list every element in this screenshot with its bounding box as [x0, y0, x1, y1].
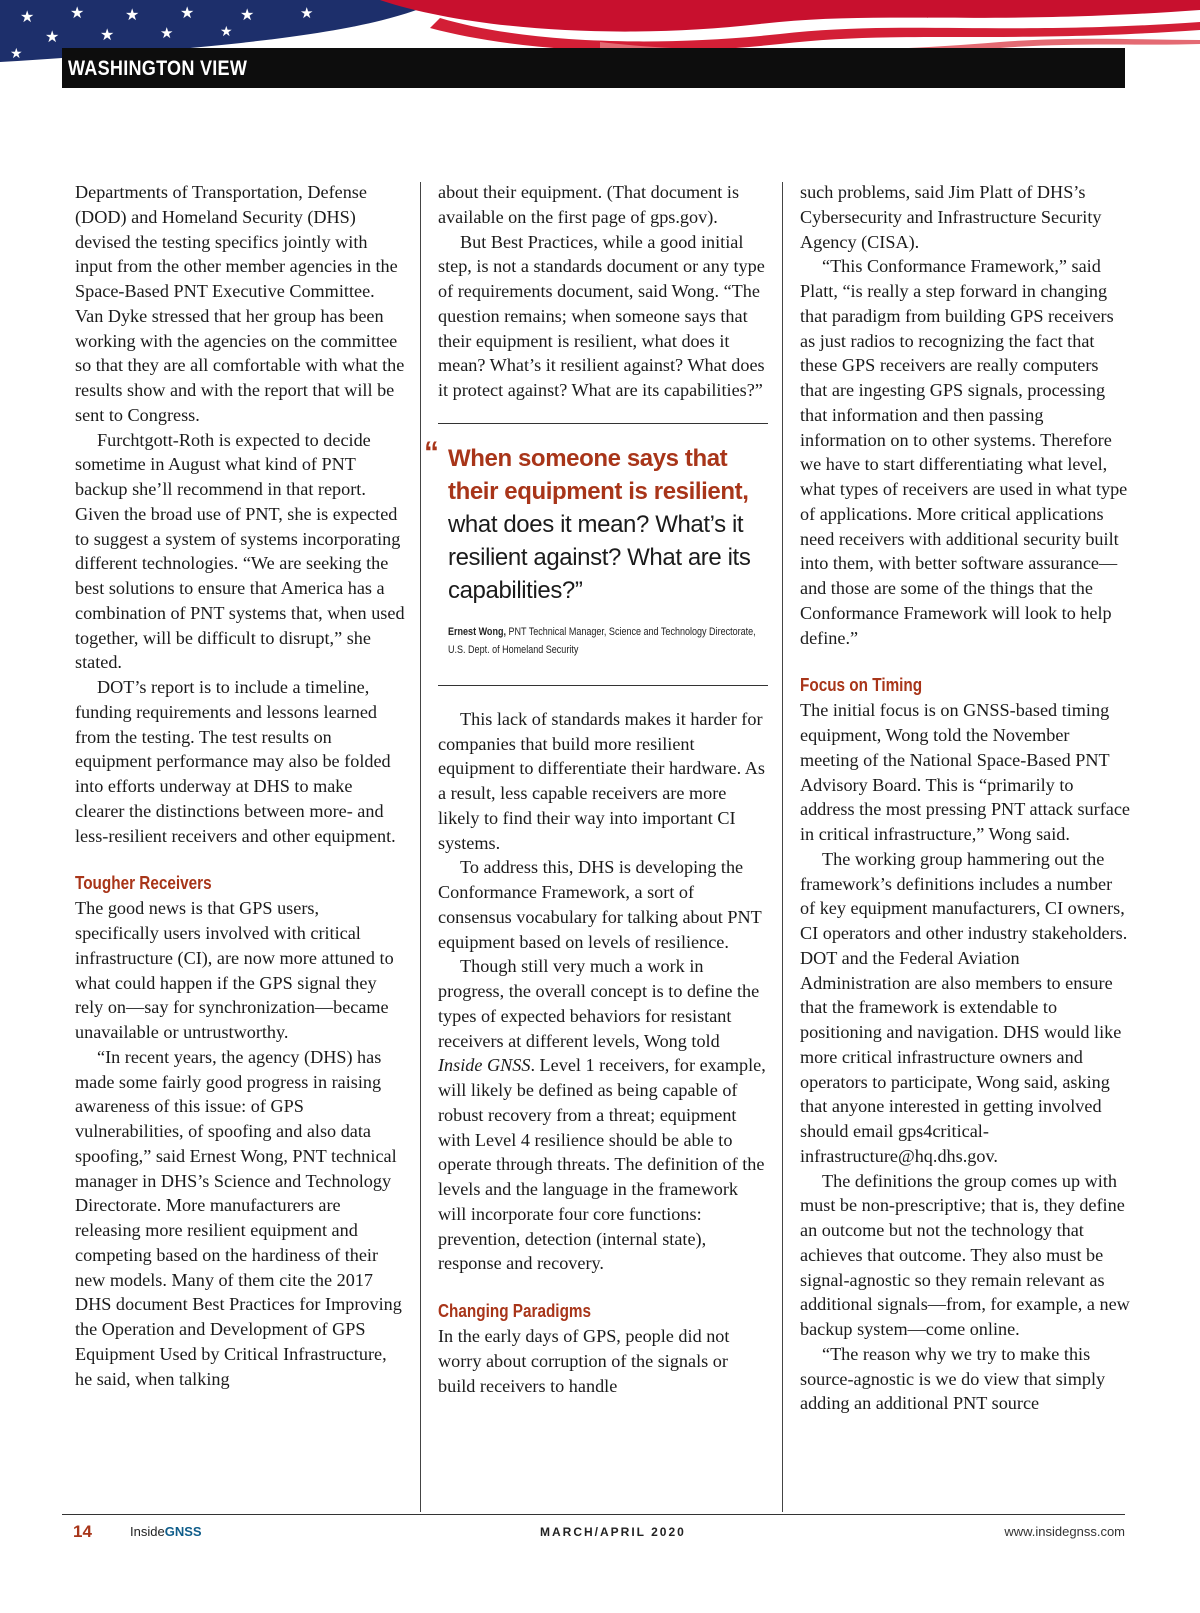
subheading-focus-on-timing: Focus on Timing: [800, 675, 923, 696]
publication-logo: [130, 1523, 202, 1541]
paragraph: such problems, said Jim Platt of DHS’s Cybersecurity and Infrastructure Security Agency (CISA).: [800, 182, 1102, 252]
paragraph: about their equipment. (That document is available on the first page of gps.gov).: [438, 182, 740, 227]
column-divider: [420, 182, 421, 1512]
publication-name: Inside GNSS: [438, 1055, 531, 1076]
paragraph: The definitions the group comes up with must be non-prescriptive; that is, they define an outcome but not the technology that achieves that outcome. They also must be signal-agnostic so they remain relevant as additional signals—from, for example, a new backup system—come online.: [800, 1170, 1130, 1339]
quote-mark-icon: “: [424, 435, 439, 469]
subheading-changing-paradigms: Changing Paradigms: [438, 1301, 592, 1321]
svg-text:★: ★: [10, 47, 23, 62]
section-header-bar: [62, 48, 1125, 88]
attribution-name: Ernest Wong,: [448, 625, 506, 638]
svg-text:★: ★: [180, 5, 195, 22]
paragraph: In the early days of GPS, people did not worry about corruption of the signals or build receivers to handle: [438, 1326, 730, 1396]
paragraph: DOT’s report is to include a timeline, funding requirements and lessons learned from the testing. The test results on equipment performance may also be folded into efforts underway at DHS to make clearer the distinctions between more- and less-resilient receivers and other equipment.: [75, 677, 396, 846]
attribution-title: PNT Technical Manager, Science and Technology Directorate, U.S. Dept. of Homeland Security: [448, 625, 756, 656]
footer-rule: [62, 1514, 1125, 1515]
pull-quote-text: [448, 442, 768, 607]
svg-text:★: ★: [160, 26, 174, 42]
article-column-3: [800, 180, 1130, 1416]
svg-text:★: ★: [20, 9, 35, 26]
subheading-tougher-receivers: Tougher Receivers: [75, 873, 212, 894]
paragraph: Furchtgott-Roth is expected to decide sometime in August what kind of PNT backup she’ll recommend in that report. Given the broad use of PNT, she is expected to suggest a system of systems incorporating different technologies. “We are seeking the best solutions to ensure that America has a combination of PNT systems that, when used together, will be difficult to disrupt,” she stated.: [75, 429, 405, 673]
pull-quote-rest: what does it mean? What’s it resilient against? What are its capabilities?”: [448, 510, 751, 604]
logo-inside: Inside: [130, 1524, 165, 1539]
svg-text:★: ★: [300, 6, 314, 22]
paragraph: To address this, DHS is developing the Conformance Framework, a sort of consensus vocabulary for talking about PNT equipment based on levels of resilience.: [438, 857, 762, 952]
article-column-2: [424, 180, 768, 1398]
paragraph: This lack of standards makes it harder for companies that build more resilient equipment to differentiate their hardware. As a result, less capable receivers are more likely to find their way into important CI systems.: [438, 708, 765, 853]
paragraph: The initial focus is on GNSS-based timing equipment, Wong told the November meeting of the National Space-Based PNT Advisory Board. This is “primarily to address the most pressing PNT attack surface in critical infrastructure,” Wong said.: [800, 700, 1130, 844]
svg-text:★: ★: [100, 27, 115, 44]
section-title: WASHINGTON VIEW: [68, 57, 248, 80]
paragraph: Departments of Transportation, Defense (DOD) and Homeland Security (DHS) devised the testing specifics jointly with input from the other member agencies in the Space-Based PNT Executive Committee. Van Dyke stressed that her group has been working with the agencies on the committee so that they are all comfortable with what the results show and with the report that will be sent to Congress.: [75, 182, 405, 425]
issue-date: MARCH/APRIL 2020: [540, 1525, 686, 1539]
column-divider: [782, 182, 783, 1512]
paragraph-part: . Level 1 receivers, for example, will likely be defined as being capable of robust recovery from a threat; equipment with Level 4 resilience should be able to operate through threats. The definition of the levels and the language in the framework will incorporate four core functions: prevention, detection (internal state), response and recovery.: [438, 1055, 766, 1274]
paragraph-part: Though still very much a work in progress, the overall concept is to define the types of expected behaviors for resistant receivers at different levels, Wong told: [438, 956, 760, 1051]
logo-gnss: GNSS: [164, 1524, 202, 1539]
paragraph: The working group hammering out the framework’s definitions includes a number of key equipment manufacturers, CI owners, CI operators and other industry stakeholders. DOT and the Federal Aviation Administration are also members to ensure that the framework is extendable to positioning and navigation. DHS would like more critical infrastructure owners and operators to participate, Wong said, asking that anyone interested in getting involved should email gps4critical-infrastructure@hq.dhs.gov.: [800, 848, 1128, 1166]
paragraph: “In recent years, the agency (DHS) has made some fairly good progress in raising awareness of this issue: of GPS vulnerabilities, of spoofing and also data spoofing,” said Ernest Wong, PNT technical manager in DHS’s Science and Technology Directorate. More manufacturers are releasing more resilient equipment and competing based on the hardiness of their new models. Many of them cite the 2017 DHS document Best Practices for Improving the Operation and Development of GPS Equipment Used by Critical Infrastructure, he said, when talking: [75, 1046, 402, 1389]
svg-text:★: ★: [240, 7, 255, 24]
paragraph: [438, 954, 768, 1276]
pull-quote: [424, 423, 768, 686]
svg-text:★: ★: [70, 5, 85, 22]
paragraph: “The reason why we try to make this source-agnostic is we do view that simply adding an additional PNT source: [800, 1343, 1106, 1414]
svg-text:★: ★: [45, 29, 60, 46]
paragraph: “This Conformance Framework,” said Platt, “is really a step forward in changing that paradigm from building GPS receivers as just radios to recognizing the fact that these GPS receivers are really computers that are ingesting GPS signals, processing that information and then passing information on to other systems. Therefore we have to start differentiating what level, what types of receivers are used in what type of applications. More critical applications need receivers with additional security built into them, with better software assurance—and those are some of the things that the Conformance Framework will look to help define.”: [800, 256, 1128, 648]
website-url[interactable]: www.insidegnss.com: [1004, 1524, 1125, 1539]
svg-text:★: ★: [125, 7, 140, 24]
article-column-1: [75, 180, 405, 1391]
page-number: 14: [73, 1522, 92, 1541]
pull-quote-emphasis: When someone says that their equipment is resilient,: [448, 444, 749, 505]
pull-quote-attribution: [448, 623, 768, 659]
paragraph: But Best Practices, while a good initial step, is not a standards document or any type of requirements document, said Wong. “The question remains; when someone says that their equipment is resilient, what does it mean? What’s it resilient against? What does it protect against? What are its capabilities?”: [438, 231, 765, 400]
paragraph: The good news is that GPS users, specifically users involved with critical infrastructure (CI), are now more attuned to what could happen if the GPS signal they rely on—say for synchronization—became unavailable or untrustworthy.: [75, 898, 394, 1042]
svg-text:★: ★: [220, 25, 233, 40]
